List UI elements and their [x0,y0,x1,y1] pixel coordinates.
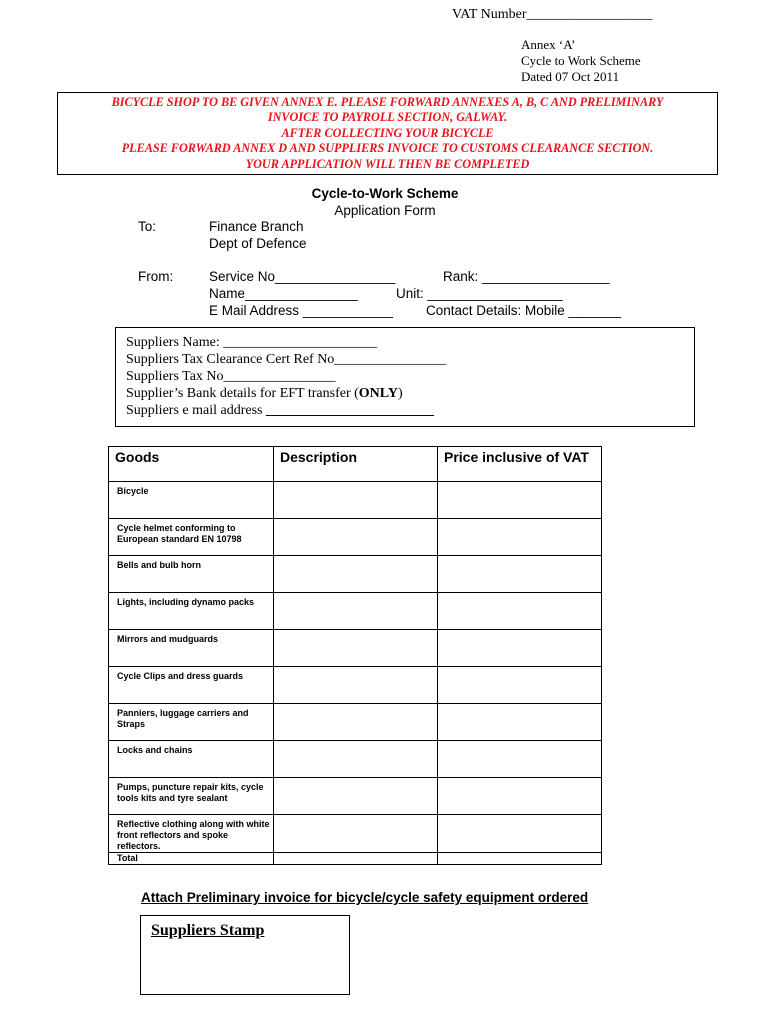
description-header: Description [274,447,438,482]
goods-header: Goods [109,447,274,482]
description-cell[interactable] [274,778,438,815]
price-cell[interactable] [438,778,602,815]
goods-item: Pumps, puncture repair kits, cycle tools kits and tyre sealant [109,778,274,815]
service-no-field[interactable]: Service No________________ [209,269,396,284]
table-row [109,815,602,853]
supplier-name-field[interactable]: Suppliers Name: ______________________ [126,335,378,350]
notice-line: INVOICE TO PAYROLL SECTION, GALWAY. [267,110,508,125]
total-description-cell[interactable] [274,853,438,865]
price-header: Price inclusive of VAT [438,447,602,482]
price-cell[interactable] [438,741,602,778]
supplier-email-label: Suppliers e mail address [126,403,266,418]
description-cell[interactable] [274,704,438,741]
attach-invoice-note: Attach Preliminary invoice for bicycle/cycle safety equipment ordered [141,890,589,905]
vat-number-field[interactable]: VAT Number__________________ [452,7,653,22]
description-cell[interactable] [274,630,438,667]
description-cell[interactable] [274,482,438,519]
to-line-2: Dept of Defence [209,236,307,251]
table-row [109,630,602,667]
form-title-block [0,185,770,219]
notice-line: YOUR APPLICATION WILL THEN BE COMPLETED [245,156,530,171]
description-cell[interactable] [274,519,438,556]
bank-suffix: ) [397,386,403,401]
goods-item: Reflective clothing along with white front reflectors and spoke reflectors. [109,815,274,853]
goods-item: Locks and chains [109,741,274,778]
tax-no-field[interactable]: Suppliers Tax No________________ [126,369,336,384]
table-row [109,741,602,778]
table-row [109,482,602,519]
total-row [109,853,602,865]
goods-item: Cycle Clips and dress guards [109,667,274,704]
price-cell[interactable] [438,815,602,853]
goods-table [108,446,602,865]
bank-details-field[interactable] [126,385,694,402]
rank-field[interactable]: Rank: _________________ [443,269,610,284]
description-cell[interactable] [274,667,438,704]
to-line-1: Finance Branch [209,219,304,234]
notice-line: BICYCLE SHOP TO BE GIVEN ANNEX E. PLEASE FORWARD ANNEXES A, B, C AND PRELIMINARY [111,95,664,109]
stamp-label: Suppliers Stamp [151,922,265,939]
price-cell[interactable] [438,482,602,519]
form-title: Cycle-to-Work Scheme [311,186,459,201]
tax-clearance-field[interactable]: Suppliers Tax Clearance Cert Ref No________________ [126,352,447,367]
goods-item: Bicycle [109,482,274,519]
goods-item: Bells and bulb horn [109,556,274,593]
from-label: From: [138,269,174,284]
price-cell[interactable] [438,630,602,667]
annex-header [521,37,641,85]
goods-item: Lights, including dynamo packs [109,593,274,630]
price-cell[interactable] [438,667,602,704]
goods-item: Mirrors and mudguards [109,630,274,667]
description-cell[interactable] [274,593,438,630]
price-cell[interactable] [438,704,602,741]
description-cell[interactable] [274,556,438,593]
table-row [109,519,602,556]
suppliers-stamp-box [140,915,350,995]
notice-line: PLEASE FORWARD ANNEX D AND SUPPLIERS INVOICE TO CUSTOMS CLEARANCE SECTION. [121,141,654,156]
table-header-row [109,447,602,482]
instruction-notice [57,92,718,175]
unit-field[interactable]: Unit: __________________ [396,286,563,301]
supplier-email-field[interactable] [126,402,694,419]
price-cell[interactable] [438,556,602,593]
total-label: Total [109,853,274,865]
bank-only: ONLY [358,386,398,401]
total-price-cell[interactable] [438,853,602,865]
date-line: Dated 07 Oct 2011 [521,69,620,84]
table-row [109,778,602,815]
table-row [109,667,602,704]
table-row [109,704,602,741]
table-row [109,593,602,630]
to-label: To: [138,219,157,234]
supplier-details-box [115,327,695,427]
name-field[interactable]: Name_______________ [209,286,358,301]
contact-field[interactable]: Contact Details: Mobile _______ [426,303,622,318]
bank-label: Supplier’s Bank details for EFT transfer ( [126,386,359,401]
goods-item: Panniers, luggage carriers and Straps [109,704,274,741]
annex-label: Annex ‘A’ [521,37,576,52]
notice-line: AFTER COLLECTING YOUR BICYCLE [281,125,494,140]
goods-item: Cycle helmet conforming to European standard EN 10798 [109,519,274,556]
price-cell[interactable] [438,519,602,556]
supplier-email-line: ________________________ [265,403,434,418]
description-cell[interactable] [274,741,438,778]
form-subtitle: Application Form [334,203,436,218]
email-field[interactable]: E Mail Address ____________ [209,303,393,318]
scheme-name: Cycle to Work Scheme [521,53,641,68]
table-row [109,556,602,593]
price-cell[interactable] [438,593,602,630]
description-cell[interactable] [274,815,438,853]
